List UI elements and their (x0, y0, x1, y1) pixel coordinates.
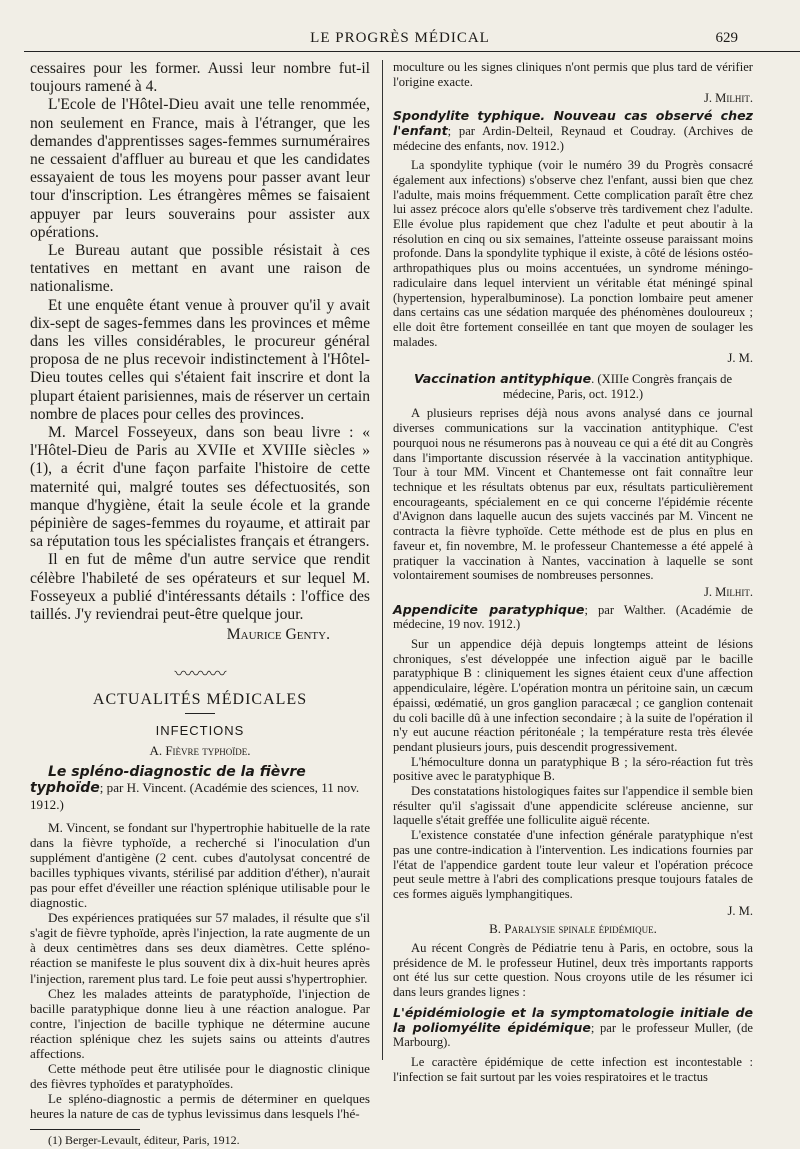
article-title: Le spléno-diagnostic de la fièvre typhoïde (30, 764, 306, 797)
article-reference: . (XIIIe Congrès français de médecine, Paris, oct. 1912.) (502, 372, 733, 401)
subcategory-heading: B. Paralysie spinale épidémique. (489, 921, 657, 937)
paragraph: L'hémoculture donna un paratyphique B ; la séro-réaction fut très positive avec le paratyphique B. (393, 754, 753, 784)
paragraph: La spondylite typhique (voir le numéro 39 du Progrès consacré également aux infections) s'observe chez l'enfant, aussi bien que chez l'adulte, mais moins fréquemment. Cette complication paraît être chez lui assez précoce alors qu'elle s'observe très tardivement chez l'adulte. Elle évolue plus rapidement que chez l'adulte et peut aboutir à la résolution en cinq ou six semaines, l'atteinte osseuse paraissant moins profonde. Dans la spondylite typhique il existe, à côté de lésions ostéo-arthropathiques plus ou moins accentuées, un syndrome méningo-radiculaire dans lequel intervient un véritable état méningé spinal (hypertension, hyperalbuminose). La ponction lombaire peut amener dans certains cas une sédation marquée des phénomènes douloureux ; elle doit être fortement conseillée en tant que moyen de soulager les malades. (393, 158, 753, 349)
subcategory-heading: A. Fièvre typhoïde. (149, 743, 251, 759)
page-number: 629 (715, 30, 738, 46)
paragraph: M. Marcel Fosseyeux, dans son beau livre : « l'Hôtel-Dieu de Paris au XVIIe et XVIIIe siècles » (1), a écrit d'une façon parfaite l'histoire de cette maternité qui, malgré toutes ses défectuosités, son manque d'hygiène, était la seule école et la grande pépinière de sages-femmes du royaume, et attirait par sa réputation tous les spécialistes français et étrangers. (30, 424, 370, 551)
paragraph: L'existence constatée d'une infection générale paratyphique n'est pas une contre-indication à l'intervention. Les indications fournies par l'état de l'appendice gardent toute leur valeur et l'opération précoce peut seule mettre à l'abri des complications presque toujours fatales de ces formes aiguës lymphangitiques. (393, 828, 753, 901)
section-heading: ACTUALITÉS MÉDICALES (92, 690, 308, 708)
paragraph: Le spléno-diagnostic a permis de déterminer en quelques heures la nature de cas de typhus levissimus dans lesquels l'hé- (30, 1091, 370, 1122)
paragraph: Au récent Congrès de Pédiatrie tenu à Paris, en octobre, sous la présidence de M. le professeur Hutinel, deux très importants rapports ont été lus sur cette question. Nous croyons utile de les résumer ici dans leurs grandes lignes : (393, 941, 753, 1000)
article-reference: ; par H. Vincent. (Académie des sciences, 11 nov. 1912.) (30, 780, 360, 812)
paragraph: L'Ecole de l'Hôtel-Dieu avait une telle renommée, non seulement en France, mais à l'étranger, que les demandes d'apprentisses sages-femmes surnuméraires ne cessaient d'affluer au bureau et que les candidates essayaient de tous les moyens pour passer avant leur tour d'inscription. Les étrangères mêmes se faisaient appuyer par leurs souverains pour assister aux opérations. (30, 96, 370, 241)
paragraph: Des expériences pratiquées sur 57 malades, il résulte que s'il s'agit de fièvre typhoïde, après l'injection, la rate augmente de un à deux centimètres dans ses deux diamètres. Cette spléno-réaction se manifeste le plus souvent dix à dix-huit heures après l'injection, rarement plus tard. Le foie peut aussi s'hypertrophier. (30, 910, 370, 986)
article-reference: ; par le professeur Muller, (de Marbourg). (393, 1020, 753, 1050)
article-reference: ; par Ardin-Delteil, Reynaud et Coudray. (Archives de médecine des enfants, nov. 1912.) (393, 123, 753, 153)
paragraph: Cette méthode peut être utilisée pour le diagnostic clinique des fièvres typhoïdes et paratyphoïdes. (30, 1061, 370, 1092)
journal-title: LE PROGRÈS MÉDICAL (310, 30, 490, 46)
paragraph: Le caractère épidémique de cette infection est incontestable : l'infection se fait surtout par les voies respiratoires et le tractus (393, 1055, 753, 1084)
author-signature: Maurice Genty. (226, 626, 330, 644)
paragraph: Sur un appendice déjà depuis longtemps atteint de lésions chroniques, s'est développée une infection aiguë par le bacille paratyphique B : cliniquement les signes étaient ceux d'une affection appendiculaire, légère. L'opération montra un péritoine sain, un cæcum épaissi, œdématié, un gros ganglion paracæcal ; ce ganglion contenait du coli bacille dû à une infection secondaire ; à la suite de l'opération il n'y eut aucune réaction péritonéale ; la température resta très élevée pendant plusieurs jours, puis descendit progressivement. (393, 637, 753, 754)
article-title: Spondylite typhique. Nouveau cas observé chez l'enfant (393, 108, 753, 138)
paragraph: M. Vincent, se fondant sur l'hypertrophie habituelle de la rate dans la fièvre typhoïde, a recherché si l'inoculation d'un supplément d'antigène (2 cent. cubes d'autolysat concentré de bacilles typhiques vivants, stérilisé par addition d'éther), n'aurait pas pour effet d'éveiller une réaction splénique utilisable pour le diagnostic. (30, 819, 370, 911)
paragraph: Et une enquête étant venue à prouver qu'il y avait dix-sept de sages-femmes dans les provinces et même dans les villes considérables, le procureur général proposa de ne plus recevoir indistinctement à l'Hôtel-Dieu toutes celles qui s'étaient fait inscrire et dont la plupart étaient parisiennes, mais de réserver un certain nombre de places pour celles des provinces. (30, 296, 370, 423)
header-rule (24, 51, 800, 52)
footnote: (1) Berger-Levault, éditeur, Paris, 1912. (48, 1133, 240, 1148)
category-heading: INFECTIONS (155, 722, 245, 738)
author-signature: J. M. (727, 351, 753, 366)
paragraph: cessaires pour les former. Aussi leur nombre fut-il toujours ramené à 4. (30, 60, 370, 96)
section-rule (185, 713, 215, 714)
paragraph: Chez les malades atteints de paratyphoïde, l'injection de bacille paratyphique donne lieu à une réaction analogue. Par contre, l'injection de bacille typhique ne détermine aucune réaction splénique chez les sujets sains ou atteints d'autres affections. (30, 985, 370, 1061)
article-reference: ; par Walther. (Académie de médecine, 19 nov. 1912.) (393, 602, 753, 632)
right-column (393, 60, 753, 1084)
page-header (0, 30, 800, 52)
paragraph: Des constatations histologiques faites sur l'appendice il semble bien résulter qu'il s'agissait d'une appendicite scléreuse ancienne, sur laquelle s'était greffée une folliculite aiguë récente. (393, 784, 753, 828)
article-title: Vaccination antityphique (413, 371, 592, 387)
paragraph: Le Bureau autant que possible résistait à ces tentatives en mettant en avant une raison de nationalisme. (30, 242, 370, 296)
article-spleno-diagnostic (30, 764, 370, 1148)
paragraph: moculture ou les signes cliniques n'ont permis que plus tard de vérifier l'origine exacte. (393, 60, 753, 89)
ornament-divider: 〰〰〰 (174, 663, 226, 684)
paragraph: Il en fut de même d'un autre service que rendit célèbre l'habileté de ses opérateurs et sur lequel M. Fosseyeux a publié d'intéressants détails : l'office des taillés. J'y reviendrai peut-être quelque jour. (30, 551, 370, 624)
author-signature: J. Milhit. (703, 584, 753, 599)
article-title: L'épidémiologie et la symptomatologie initiale de la poliomyélite épidémique (393, 1004, 753, 1035)
author-signature: J. M. (727, 903, 753, 918)
footnote-rule (30, 1129, 140, 1130)
paragraph: A plusieurs reprises déjà nous avons analysé dans ce journal diverses communications sur la vaccination antityphique. C'est pourquoi nous ne résumerons pas à nouveau ce qui a été dit au Congrès dans l'importante discussion réservée à la vaccination antityphique. Tour à tour MM. Vincent et Chantemesse ont fait connaître leur technique et les résultats obtenus par eux, résultats particulièrement encourageants, spécialement en ce qui concerne l'épidémie récente d'Avignon dans laquelle aucun des sujets vaccinés par M. Vincent ne contracta la fièvre typhoïde. Cette méthode est de plus en plus en faveur et, fin novembre, M. le professeur Chantemesse a été appelé à pratiquer la vaccination à Nantes, vaccination à laquelle se sont volontairement soumises de nombreuses personnes. (393, 406, 753, 583)
column-divider (382, 60, 383, 1060)
author-signature: J. Milhit. (703, 91, 753, 106)
article-title: Appendicite paratyphique (393, 601, 585, 617)
left-column (30, 60, 370, 1149)
